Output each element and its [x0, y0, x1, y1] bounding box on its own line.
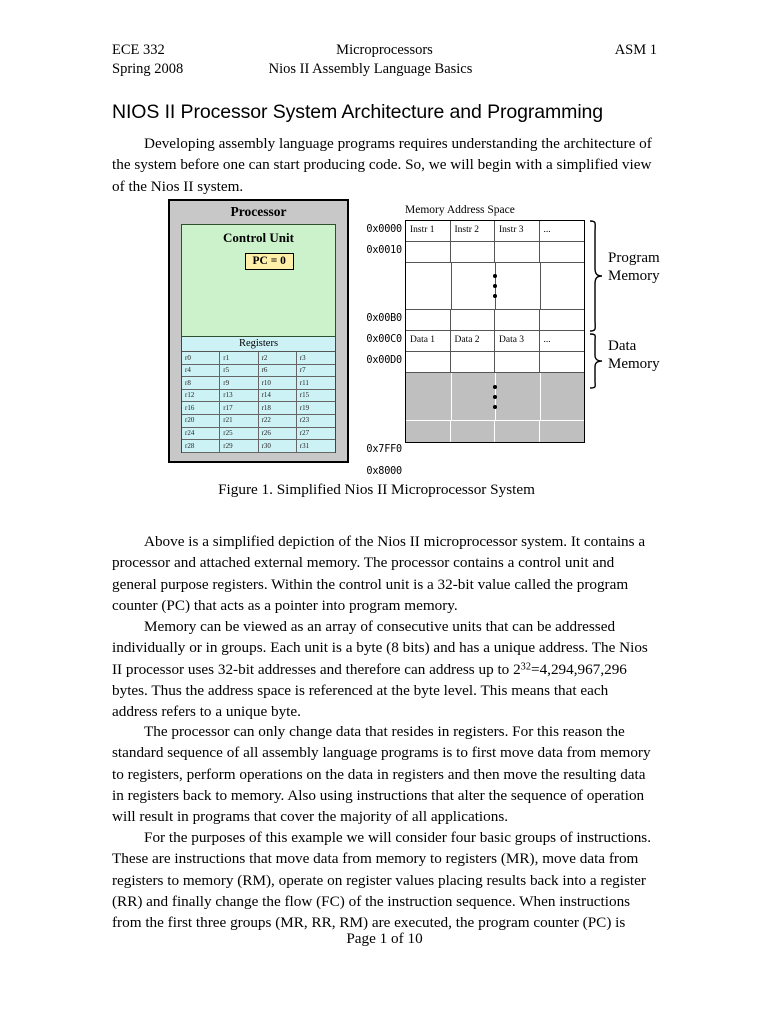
memory-cell	[540, 242, 585, 263]
memory-cell	[406, 242, 451, 263]
register-cell: r6	[259, 365, 297, 378]
paragraph-registers: The processor can only change data that resides in registers. For this reason the standard sequence of all assembly language programs is to first move data from memory to registers, perform operations on the data in registers and then move the resulting data in registers back to memory. Also using instructions that alter the sequence of operation will result in programs that cover the majority of all applications.	[112, 723, 651, 826]
register-cell: r0	[182, 352, 220, 365]
running-header	[112, 41, 657, 79]
header-term: Spring 2008	[112, 61, 184, 77]
memory-cell: Instr 2	[451, 221, 496, 242]
header-row-1	[112, 41, 657, 60]
address-label: 0x7FF0	[366, 444, 402, 455]
memory-cell: Data 1	[406, 331, 451, 352]
memory-cell	[495, 421, 540, 442]
memory-cell	[406, 352, 451, 373]
register-cell: r10	[259, 377, 297, 390]
program-counter-box: PC = 0	[245, 253, 294, 270]
program-memory-label: Program Memory	[608, 250, 660, 284]
figure-caption: Figure 1. Simplified Nios II Microprocessor System	[218, 481, 535, 498]
processor-inner	[181, 224, 336, 453]
register-cell: r13	[220, 390, 258, 403]
memory-cell: Instr 1	[406, 221, 451, 242]
memory-row-data	[406, 331, 584, 352]
memory-address-space	[352, 190, 672, 477]
memory-map-title: Memory Address Space	[405, 204, 515, 216]
register-cell: r5	[220, 365, 258, 378]
memory-row-unused	[406, 420, 584, 442]
memory-ellipsis-program	[406, 263, 584, 310]
paragraph-memory	[112, 616, 657, 722]
program-memory-brace	[588, 220, 604, 332]
page-title: NIOS II Processor System Architecture and Programming	[112, 101, 604, 124]
memory-cell	[540, 421, 585, 442]
header-assignment: ASM 1	[614, 42, 657, 58]
memory-cell: Data 3	[495, 331, 540, 352]
memory-cell: ...	[540, 331, 585, 352]
register-cell: r1	[220, 352, 258, 365]
register-cell: r7	[297, 365, 335, 378]
registers-title: Registers	[182, 337, 335, 352]
register-cell: r22	[259, 415, 297, 428]
paragraph-figure-description: Above is a simplified depiction of the Nios II microprocessor system. It contains a processor and attached external memory. The processor contains a control unit and general purpose registers. Within the control unit is a 32-bit value called the program counter (PC) that acts as a pointer into program memory.	[112, 533, 646, 615]
address-label: 0x0000	[366, 224, 402, 235]
header-subject: Microprocessors	[336, 42, 433, 58]
header-course: ECE 332	[112, 42, 165, 58]
header-topic: Nios II Assembly Language Basics	[268, 61, 473, 77]
registers-grid	[182, 352, 335, 453]
register-cell: r16	[182, 402, 220, 415]
address-label: 0x8000	[366, 466, 402, 477]
register-cell: r12	[182, 390, 220, 403]
exponent-32: 32	[520, 661, 531, 673]
address-label: 0x0010	[366, 245, 402, 256]
memory-cell	[540, 352, 585, 373]
paragraph-intro: Developing assembly language programs requires understanding the architecture of the system before one can start producing code. So, we will begin with a simplified view of the Nios II system.	[112, 135, 652, 195]
figure-1	[0, 190, 768, 480]
register-cell: r28	[182, 440, 220, 453]
memory-cell	[451, 310, 496, 331]
control-unit-block	[182, 225, 335, 337]
register-cell: r9	[220, 377, 258, 390]
address-label: 0x00B0	[366, 313, 402, 324]
register-cell: r27	[297, 428, 335, 441]
memory-row-empty	[406, 310, 584, 331]
processor-title: Processor	[230, 204, 287, 219]
paragraph-instruction-groups: For the purposes of this example we will consider four basic groups of instructions. These are instructions that move data from memory to registers (MR), move data from registers to memory (RM), operate on register values placing results back into a register (RR) and finally change the flow (FC) of the instruction sequence. When instructions from the first three groups (MR, RR, RM) are executed, the program counter (PC) is	[112, 829, 652, 932]
register-cell: r31	[297, 440, 335, 453]
header-row-2	[112, 60, 657, 79]
memory-cell: ...	[540, 221, 585, 242]
data-memory-label: Data Memory	[608, 338, 660, 372]
address-label: 0x00D0	[366, 355, 402, 366]
register-cell: r8	[182, 377, 220, 390]
register-cell: r11	[297, 377, 335, 390]
memory-grid	[405, 220, 585, 443]
register-cell: r26	[259, 428, 297, 441]
memory-cell	[540, 310, 585, 331]
memory-cell	[406, 421, 451, 442]
control-unit-title: Control Unit	[223, 230, 294, 245]
paragraph-memory-part2: =4,294,967,296 bytes. Thus the address space is referenced at the byte level. This means that each address refers to a unique byte.	[112, 660, 627, 721]
register-cell: r20	[182, 415, 220, 428]
memory-cell: Data 2	[451, 331, 496, 352]
register-cell: r4	[182, 365, 220, 378]
data-memory-brace	[588, 333, 604, 389]
processor-block	[168, 199, 349, 463]
register-cell: r14	[259, 390, 297, 403]
register-cell: r15	[297, 390, 335, 403]
memory-row-empty	[406, 352, 584, 373]
register-cell: r21	[220, 415, 258, 428]
memory-cell	[451, 242, 496, 263]
register-cell: r17	[220, 402, 258, 415]
vertical-ellipsis-icon	[493, 274, 497, 298]
memory-cell	[406, 310, 451, 331]
register-cell: r30	[259, 440, 297, 453]
memory-cell: Instr 3	[495, 221, 540, 242]
page-footer: Page 1 of 10	[346, 930, 423, 947]
memory-row-instr	[406, 221, 584, 242]
register-cell: r18	[259, 402, 297, 415]
register-cell: r3	[297, 352, 335, 365]
register-cell: r2	[259, 352, 297, 365]
memory-cell	[451, 421, 496, 442]
unused-memory-region	[406, 373, 584, 442]
memory-ellipsis-unused	[406, 373, 584, 420]
register-cell: r24	[182, 428, 220, 441]
paragraph-memory-part1: Memory can be viewed as an array of consecutive units that can be addressed individually or in groups. Each unit is a byte (8 bits) and has a unique address. The Nios II processor uses 32-bit addresses and therefore can address up to 2	[112, 618, 648, 678]
memory-row-empty	[406, 242, 584, 263]
register-cell: r29	[220, 440, 258, 453]
memory-cell	[495, 242, 540, 263]
register-cell: r19	[297, 402, 335, 415]
register-cell: r23	[297, 415, 335, 428]
address-label: 0x00C0	[366, 334, 402, 345]
memory-cell	[495, 310, 540, 331]
register-cell: r25	[220, 428, 258, 441]
vertical-ellipsis-icon	[493, 385, 497, 409]
memory-cell	[495, 352, 540, 373]
memory-cell	[451, 352, 496, 373]
